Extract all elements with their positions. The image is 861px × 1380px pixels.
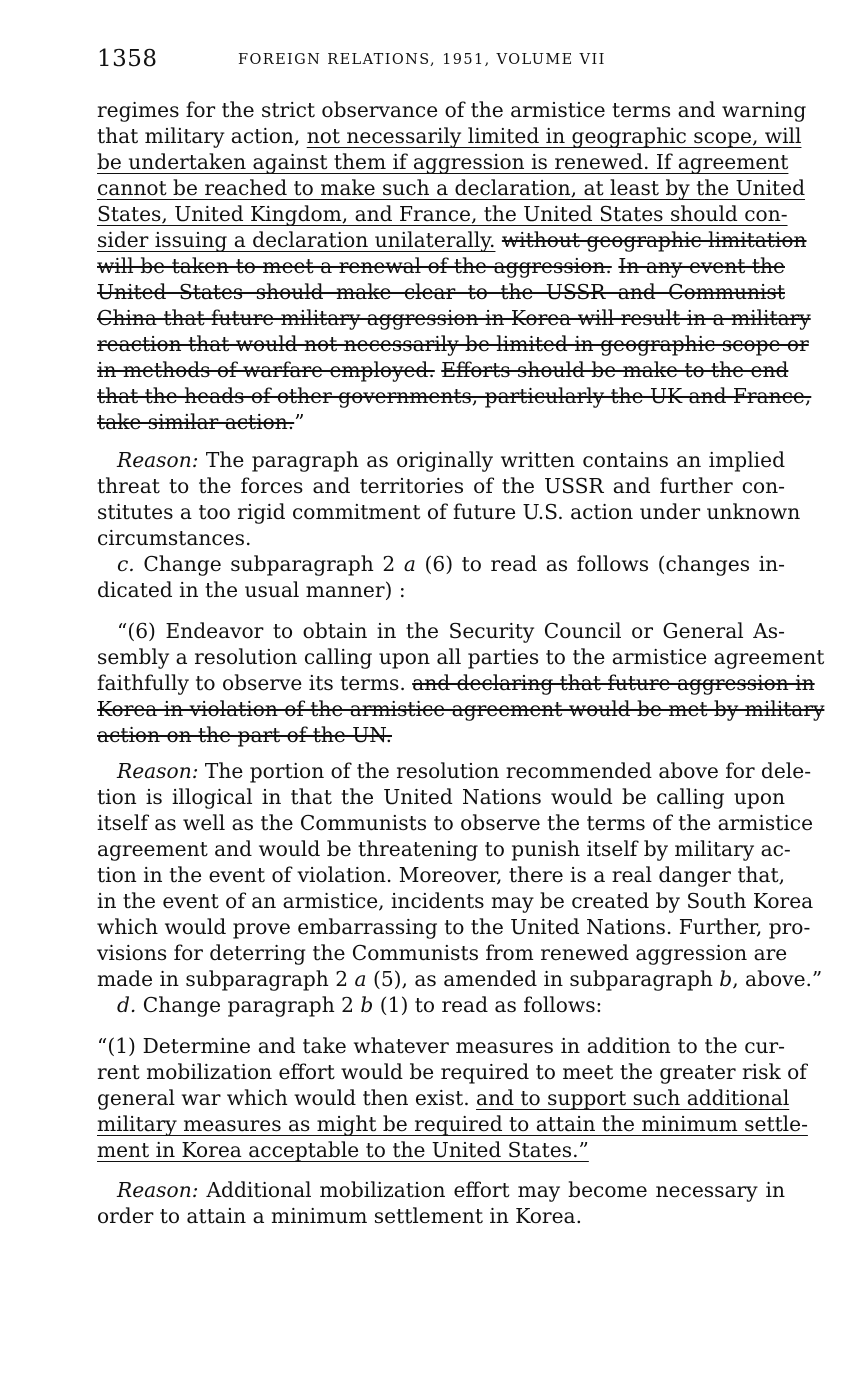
text-line <box>97 149 789 175</box>
text-run: ” <box>294 410 305 434</box>
inserted-text: be undertaken against them if aggression is renewed. If agreement <box>97 150 789 174</box>
text-run: stitutes a too rigid commitment of future U.S. action under unknown <box>97 500 801 524</box>
deleted-text: Efforts should be make to the end <box>441 358 789 382</box>
text-line <box>97 1059 807 1085</box>
text-run: The paragraph as originally written contains an implied <box>198 448 785 472</box>
text-line <box>97 696 825 722</box>
deleted-text: action on the part of the UN. <box>97 723 392 747</box>
deleted-text: reaction that would not necessarily be limited in geographic scope or <box>97 332 809 356</box>
inserted-text: cannot be reached to make such a declaration, at least by the United <box>97 176 806 200</box>
text-line <box>97 279 785 305</box>
text-line <box>97 447 785 473</box>
text-line <box>97 525 785 551</box>
text-line <box>97 1137 785 1163</box>
text-run: “(1) Determine and take whatever measures in addition to the cur- <box>97 1034 785 1058</box>
text-line <box>97 409 785 435</box>
text-line <box>97 836 791 862</box>
text-line <box>97 551 785 577</box>
italic-text: c. <box>117 552 135 576</box>
text-line <box>97 305 811 331</box>
italic-text: Reason: <box>117 759 199 783</box>
text-line <box>97 618 785 644</box>
text-line <box>97 357 789 383</box>
deleted-text: that the heads of other governments, particularly the UK and France, <box>97 384 812 408</box>
text-line <box>97 1111 808 1137</box>
inserted-text: sider issuing a declaration unilaterally. <box>97 228 496 252</box>
text-line <box>97 227 807 253</box>
text-run: (5), as amended in subparagraph <box>366 967 720 991</box>
text-run: sembly a resolution calling upon all parties to the armistice agreement <box>97 645 825 669</box>
italic-text: b <box>719 967 733 991</box>
text-line <box>97 914 811 940</box>
text-run: faithfully to observe its terms. <box>97 671 413 695</box>
text-line <box>97 201 788 227</box>
inserted-text: States, United Kingdom, and France, the United States should con- <box>97 202 788 226</box>
text-run: (1) to read as follows: <box>373 993 603 1017</box>
text-run: that military action, <box>97 124 307 148</box>
text-run: general war which would then exist. <box>97 1086 477 1110</box>
text-line <box>97 577 785 603</box>
text-run: , above.” <box>732 967 823 991</box>
text-run: Change paragraph 2 <box>136 993 361 1017</box>
text-line <box>97 331 809 357</box>
text-line <box>97 253 785 279</box>
text-run: visions for deterring the Communists from renewed aggression are <box>97 941 788 965</box>
text-line <box>97 383 812 409</box>
text-run: Additional mobilization effort may become necessary in <box>198 1178 785 1202</box>
italic-text: d. <box>117 993 137 1017</box>
text-line <box>97 473 785 499</box>
page-number: 1358 <box>97 46 158 72</box>
text-line <box>97 810 814 836</box>
running-head: FOREIGN RELATIONS, 1951, VOLUME VII <box>238 52 606 68</box>
text-run: made in subparagraph 2 <box>97 967 355 991</box>
text-run: tion in the event of violation. Moreover, there is a real danger that, <box>97 863 785 887</box>
text-run: rent mobilization effort would be required to meet the greater risk of <box>97 1060 807 1084</box>
text-run: in the event of an armistice, incidents may be created by South Korea <box>97 889 814 913</box>
inserted-text: ment in Korea acceptable to the United States.” <box>97 1138 589 1162</box>
deleted-text: in methods of warfare employed. <box>97 358 435 382</box>
text-line <box>97 1203 785 1229</box>
text-line <box>97 123 802 149</box>
deleted-text: and declaring that future aggression in <box>412 671 815 695</box>
text-run: Change subparagraph 2 <box>134 552 404 576</box>
deleted-text: without geographic limitation <box>501 228 807 252</box>
text-line <box>97 992 785 1018</box>
text-run: agreement and would be threatening to punish itself by military ac- <box>97 837 791 861</box>
text-line <box>97 862 785 888</box>
text-line <box>97 670 815 696</box>
text-run: “(6) Endeavor to obtain in the Security Council or General As- <box>117 619 785 643</box>
text-run: order to attain a minimum settlement in Korea. <box>97 1204 582 1228</box>
text-line <box>97 97 807 123</box>
text-line <box>97 722 785 748</box>
text-line <box>97 499 801 525</box>
italic-text: b <box>360 993 374 1017</box>
text-run: The portion of the resolution recommended above for dele- <box>198 759 812 783</box>
italic-text: a <box>354 967 367 991</box>
text-run: circumstances. <box>97 526 252 550</box>
deleted-text: United States should make clear to the USSR and Communist <box>97 280 785 304</box>
italic-text: Reason: <box>117 448 199 472</box>
text-line <box>97 1033 785 1059</box>
text-run: threat to the forces and territories of the USSR and further con- <box>97 474 785 498</box>
text-run: (6) to read as follows (changes in- <box>415 552 786 576</box>
deleted-text: Korea in violation of the armistice agreement would be met by military <box>97 697 825 721</box>
text-line <box>97 175 806 201</box>
text-run: which would prove embarrassing to the United Nations. Further, pro- <box>97 915 811 939</box>
deleted-text: China that future military aggression in Korea will result in a military <box>97 306 811 330</box>
text-run: itself as well as the Communists to observe the terms of the armistice <box>97 811 814 835</box>
deleted-text: take similar action. <box>97 410 295 434</box>
text-run: dicated in the usual manner) : <box>97 578 406 602</box>
inserted-text: and to support such additional <box>476 1086 790 1110</box>
text-line <box>97 758 812 784</box>
text-line <box>97 1177 785 1203</box>
text-line <box>97 966 823 992</box>
deleted-text: In any event the <box>618 254 785 278</box>
inserted-text: military measures as might be required to attain the minimum settle- <box>97 1112 808 1136</box>
text-run: regimes for the strict observance of the armistice terms and warning <box>97 98 807 122</box>
text-run: tion is illogical in that the United Nations would be calling upon <box>97 785 785 809</box>
deleted-text: will be taken to meet a renewal of the aggression. <box>97 254 612 278</box>
text-line <box>97 1085 790 1111</box>
text-line <box>97 784 785 810</box>
text-line <box>97 644 825 670</box>
italic-text: Reason: <box>117 1178 199 1202</box>
italic-text: a <box>403 552 416 576</box>
text-line <box>97 888 814 914</box>
text-line <box>97 940 788 966</box>
inserted-text: not necessarily limited in geographic scope, will <box>306 124 802 148</box>
